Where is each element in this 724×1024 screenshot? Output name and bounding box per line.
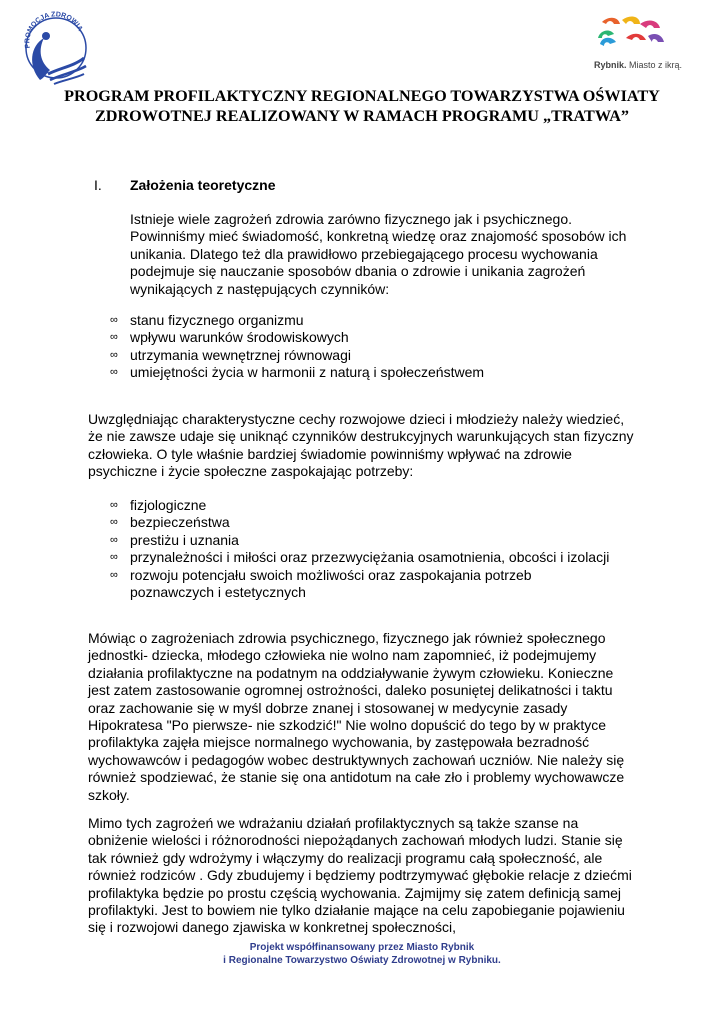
promocja-zdrowia-label: PROMOCJA ZDROWIA: [24, 11, 84, 49]
infinity-bullet-icon: ∞: [110, 314, 118, 326]
infinity-bullet-icon: ∞: [110, 348, 118, 361]
list-item: ∞ fizjologiczne: [110, 497, 207, 513]
list-item: ∞ stanu fizycznego organizmu: [110, 312, 304, 328]
document-title: PROGRAM PROFILAKTYCZNY REGIONALNEGO TOWARZYSTWA OŚWIATY ZDROWOTNEJ REALIZOWANY W RAMACH PROGRAMU „TRATWA”: [64, 87, 660, 125]
section-label: Założenia teoretyczne: [130, 177, 276, 193]
rybnik-brand: Rybnik.: [594, 60, 627, 70]
infinity-bullet-icon: ∞: [110, 533, 118, 546]
list-item: ∞ rozwoju potencjału swoich możliwości oraz zaspokajania potrzeb poznawczych i estetycznych: [110, 566, 532, 601]
list-item: ∞ utrzymania wewnętrznej równowagi: [110, 346, 351, 363]
infinity-bullet-icon: ∞: [110, 516, 118, 529]
infinity-bullet-icon: ∞: [110, 551, 118, 564]
prevention-paragraph: Mimo tych zagrożeń we wdrażaniu działań profilaktycznych są także szanse na obniżenie wielości i różnorodności niepożądanych zachowań młodych ludzi. Stanie się tak również gdy wdrożymy i włączymy do realizacji programu całą społeczność, ale również rodziców . Gdy zbudujemy i będziemy podtrzymywać głębokie relacje z dziećmi profilaktyka będzie po prostu częścią wychowania. Zajmijmy się zatem definicją samej profilaktyki. Jest to bowiem nie tylko działanie mające na celu zapobieganie pojawieniu się i rozwojowi danego zjawiska w konkretnej społeczności,: [88, 815, 632, 936]
infinity-bullet-icon: ∞: [110, 499, 118, 511]
rybnik-tagline: Miasto z ikrą.: [629, 60, 683, 70]
footer-line-1: Projekt współfinansowany przez Miasto Rybnik: [249, 942, 475, 953]
rybnik-fish-icon: [590, 14, 670, 60]
list-item: ∞ wpływu warunków środowiskowych: [110, 329, 349, 346]
list-item: ∞ prestiżu i uznania: [110, 531, 239, 548]
promocja-zdrowia-emblem: [18, 10, 90, 86]
factors-list: [110, 312, 630, 382]
funding-footer: [0, 941, 724, 967]
needs-paragraph: Uwzględniając charakterystyczne cechy rozwojowe dzieci i młodzieży należy wiedzieć, że nie zawsze udaje się uniknąć czynników destrukcyjnych warunkujących stan fizyczny człowieka. O tyle właśnie bardziej świadomie powinniśmy wpływać na zdrowie psychiczne i życie społeczne zaspokajając potrzeby:: [88, 411, 634, 480]
section-heading: [94, 177, 276, 194]
rybnik-slogan: [594, 60, 682, 70]
list-item: ∞ umiejętności życia w harmonii z naturą i społeczeństwem: [110, 364, 485, 381]
infinity-bullet-icon: ∞: [110, 568, 118, 581]
footer-line-2: i Regionalne Towarzystwo Oświaty Zdrowotnej w Rybniku.: [223, 955, 501, 966]
needs-list: [110, 497, 650, 601]
infinity-bullet-icon: ∞: [110, 331, 118, 344]
section-number: I.: [94, 177, 102, 193]
infinity-bullet-icon: ∞: [110, 366, 118, 379]
promocja-zdrowia-logo: [18, 10, 90, 86]
list-item: ∞ bezpieczeństwa: [110, 514, 230, 531]
list-item: ∞ przynależności i miłości oraz przezwyciężania osamotnienia, obcości i izolacji: [110, 549, 610, 566]
psychology-paragraph: Mówiąc o zagrożeniach zdrowia psychicznego, fizycznego jak również społecznego jednostki- dziecka, młodego człowieka nie wolno nam zapomnieć, iż podejmujemy działania profilaktyczne na podatnym na oddziaływanie żywym człowieku. Konieczne jest zatem zastosowanie ogromnej ostrożności, daleko posuniętej delikatności i taktu oraz zachowanie się w myśl dobrze znanej i stosowanej w medycynie zasady Hipokratesa "Po pierwsze- nie szkodzić!" Nie wolno dopuścić do tego by w praktyce profilaktyka zajęła miejsce normalnego wychowania, by zastępowała bezradność wychowawców i pedagogów wobec destruktywnych zachowań uczniów. Nie należy się również spodziewać, że stanie się ona antidotum na całe zło i problemy wychowawcze szkoły.: [88, 630, 625, 803]
intro-paragraph: Istnieje wiele zagrożeń zdrowia zarówno fizycznego jak i psychicznego. Powinniśmy mieć świadomość, konkretną wiedzę oraz znajomość sposobów ich unikania. Dlatego też dla prawidłowo przebiegającego procesu wychowania podejmuje się nauczanie sposobów dbania o zdrowie i unikania zagrożeń wynikających z następujących czynników:: [130, 211, 627, 297]
svg-text:PROMOCJA ZDROWIA: [24, 11, 83, 49]
